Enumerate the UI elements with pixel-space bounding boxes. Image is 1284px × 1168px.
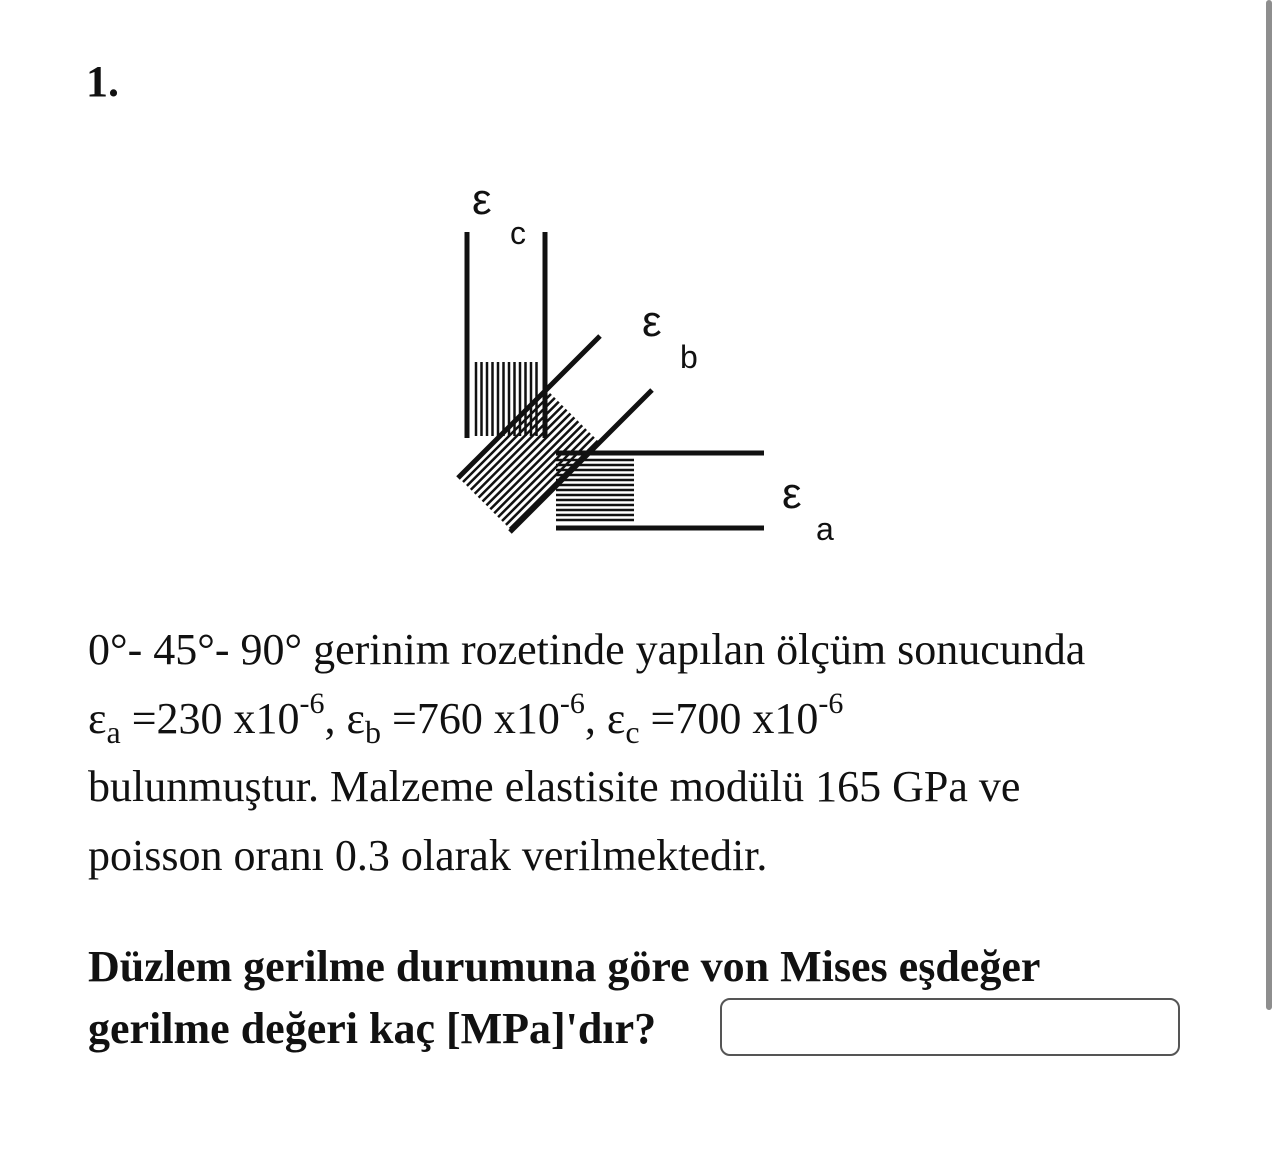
question-prompt-line2: gerilme değeri kaç [MPa]'dır? xyxy=(88,1003,657,1053)
gauge-a xyxy=(556,453,764,528)
strain-measurements xyxy=(88,685,1208,754)
answer-input[interactable] xyxy=(720,998,1180,1056)
eps-c-exponent: -6 xyxy=(818,686,844,720)
eps-b-value: =760 x10 xyxy=(381,693,560,743)
label-sub-c: c xyxy=(510,215,526,251)
label-sub-b: b xyxy=(680,339,698,375)
eps-b-subscript: b xyxy=(365,713,381,750)
eps-c-value: =700 x10 xyxy=(639,693,819,743)
label-epsilon-b: ε xyxy=(642,297,662,346)
material-properties-line1: bulunmuştur. Malzeme elastisite modülü 165 GPa ve xyxy=(88,762,1021,812)
problem-intro: 0°- 45°- 90° gerinim rozetinde yapılan ölçüm sonucunda xyxy=(88,625,1086,674)
gauge-c xyxy=(467,232,545,438)
problem-statement xyxy=(88,616,1208,891)
question-prompt-line1: Düzlem gerilme durumuna göre von Mises eşdeğer xyxy=(88,942,1041,991)
scrollbar[interactable] xyxy=(1266,0,1272,1010)
eps-a-value: =230 x10 xyxy=(120,693,300,743)
material-properties-line2: poisson oranı 0.3 olarak verilmektedir. xyxy=(88,830,768,880)
label-epsilon-c: ε xyxy=(472,175,492,224)
eps-a-exponent: -6 xyxy=(299,686,325,720)
separator-1: , xyxy=(324,693,347,743)
eps-c-symbol: ε xyxy=(606,693,626,743)
eps-b-symbol: ε xyxy=(346,693,365,743)
eps-a-subscript: a xyxy=(106,713,121,750)
eps-b-exponent: -6 xyxy=(559,686,585,720)
eps-c-subscript: c xyxy=(625,713,640,750)
question-number: 1. xyxy=(86,57,119,106)
eps-a-symbol: ε xyxy=(88,693,107,743)
separator-2: , xyxy=(584,693,607,743)
label-sub-a: a xyxy=(816,511,834,547)
label-epsilon-a: ε xyxy=(782,469,802,518)
